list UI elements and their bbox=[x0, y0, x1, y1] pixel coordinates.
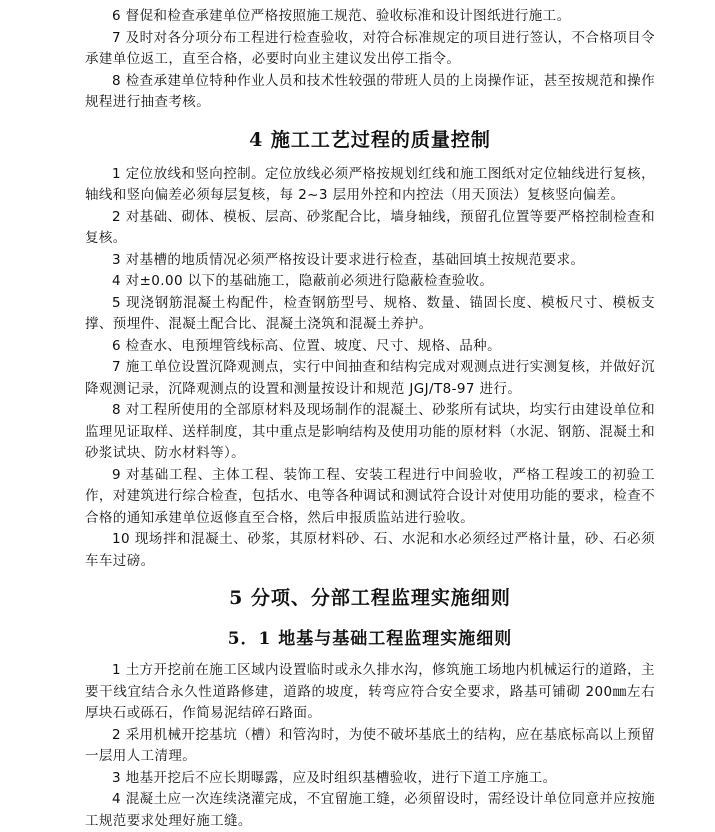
paragraph: 4 对±0.00 以下的基础施工，隐蔽前必须进行隐蔽检查验收。 bbox=[112, 273, 494, 289]
paragraph: 9 对基础工程、主体工程、装饰工程、安装工程进行中间验收，严格工程竣工的初验工作，对建筑进行综合检查，包括水、电等各种调试和测试符合设计对使用功能的要求，检查不合格的通知承建单位返修直至合格，然后申报质监站进行验收。 bbox=[85, 466, 655, 526]
section-heading: 5 分项、分部工程监理实施细则 bbox=[229, 587, 511, 609]
paragraph: 4 混凝土应一次连续浇灌完成，不宜留施工缝，必须留设时，需经设计单位同意并应按施工规范要求处理好施工缝。 bbox=[85, 791, 655, 829]
subsection-heading: 5．1 地基与基础工程监理实施细则 bbox=[227, 629, 513, 649]
paragraph: 2 对基础、砌体、模板、层高、砂浆配合比，墙身轴线，预留孔位置等要严格控制检查和复核。 bbox=[85, 208, 655, 246]
paragraph: 1 定位放线和竖向控制。定位放线必须严格按规划红线和施工图纸对定位轴线进行复核，轴线和竖向偏差必须每层复核，每 2~3 层用外控和内控法（用天顶法）复核竖向偏差。 bbox=[85, 165, 655, 203]
paragraph: 1 土方开挖前在施工区域内设置临时或永久排水沟，修筑施工场地内机械运行的道路，主要干线宜结合永久性道路修建，道路的坡度，转弯应符合安全要求，路基可铺砌 200㎜左右厚块石或砾石，作简易泥结碎石路面。 bbox=[85, 662, 655, 721]
paragraph: 6 督促和检查承建单位严格按照施工规范、验收标准和设计图纸进行施工。 bbox=[112, 8, 571, 24]
paragraph: 5 现浇钢筋混凝土构配件，检查钢筋型号、规格、数量、锚固长度、模板尺寸、模板支撑、预埋件、混凝土配合比、混凝土浇筑和混凝土养护。 bbox=[85, 294, 655, 332]
paragraph: 7 施工单位设置沉降观测点，实行中间抽查和结构完成对观测点进行实测复核，并做好沉降观测记录，沉降观测点的设置和测量按设计和规范 JGJ/T8-97 进行。 bbox=[85, 359, 655, 397]
paragraph: 8 检查承建单位特种作业人员和技术性较强的带班人员的上岗操作证，甚至按规范和操作规程进行抽查考核。 bbox=[85, 72, 655, 110]
paragraph: 7 及时对各分项分布工程进行检查验收，对符合标准规定的项目进行签认，不合格项目令承建单位返工，直至合格，必要时向业主建议发出停工指令。 bbox=[85, 29, 655, 67]
paragraph: 3 地基开挖后不应长期曝露，应及时组织基槽验收，进行下道工序施工。 bbox=[112, 769, 557, 786]
paragraph: 6 检查水、电预埋管线标高、位置、坡度、尺寸、规格、品种。 bbox=[112, 337, 501, 354]
paragraph: 2 采用机械开挖基坑（槽）和管沟时，为使不破坏基底土的结构，应在基底标高以上预留一层用人工清理。 bbox=[85, 726, 655, 764]
paragraph: 10 现场拌和混凝土、砂浆，其原材料砂、石、水泥和水必须经过严格计量，砂、石必须车车过磅。 bbox=[85, 531, 655, 569]
section-heading: 4 施工工艺过程的质量控制 bbox=[249, 128, 491, 151]
paragraph: 8 对工程所使用的全部原材料及现场制作的混凝土、砂浆所有试块，均实行由建设单位和监理见证取样、送样制度，其中重点是影响结构及使用功能的原材料（水泥、钢筋、混凝土和砂浆试块、防水材料等）。 bbox=[85, 402, 655, 461]
paragraph: 3 对基槽的地质情况必须严格按设计要求进行检查，基础回填土按规范要求。 bbox=[112, 251, 585, 268]
